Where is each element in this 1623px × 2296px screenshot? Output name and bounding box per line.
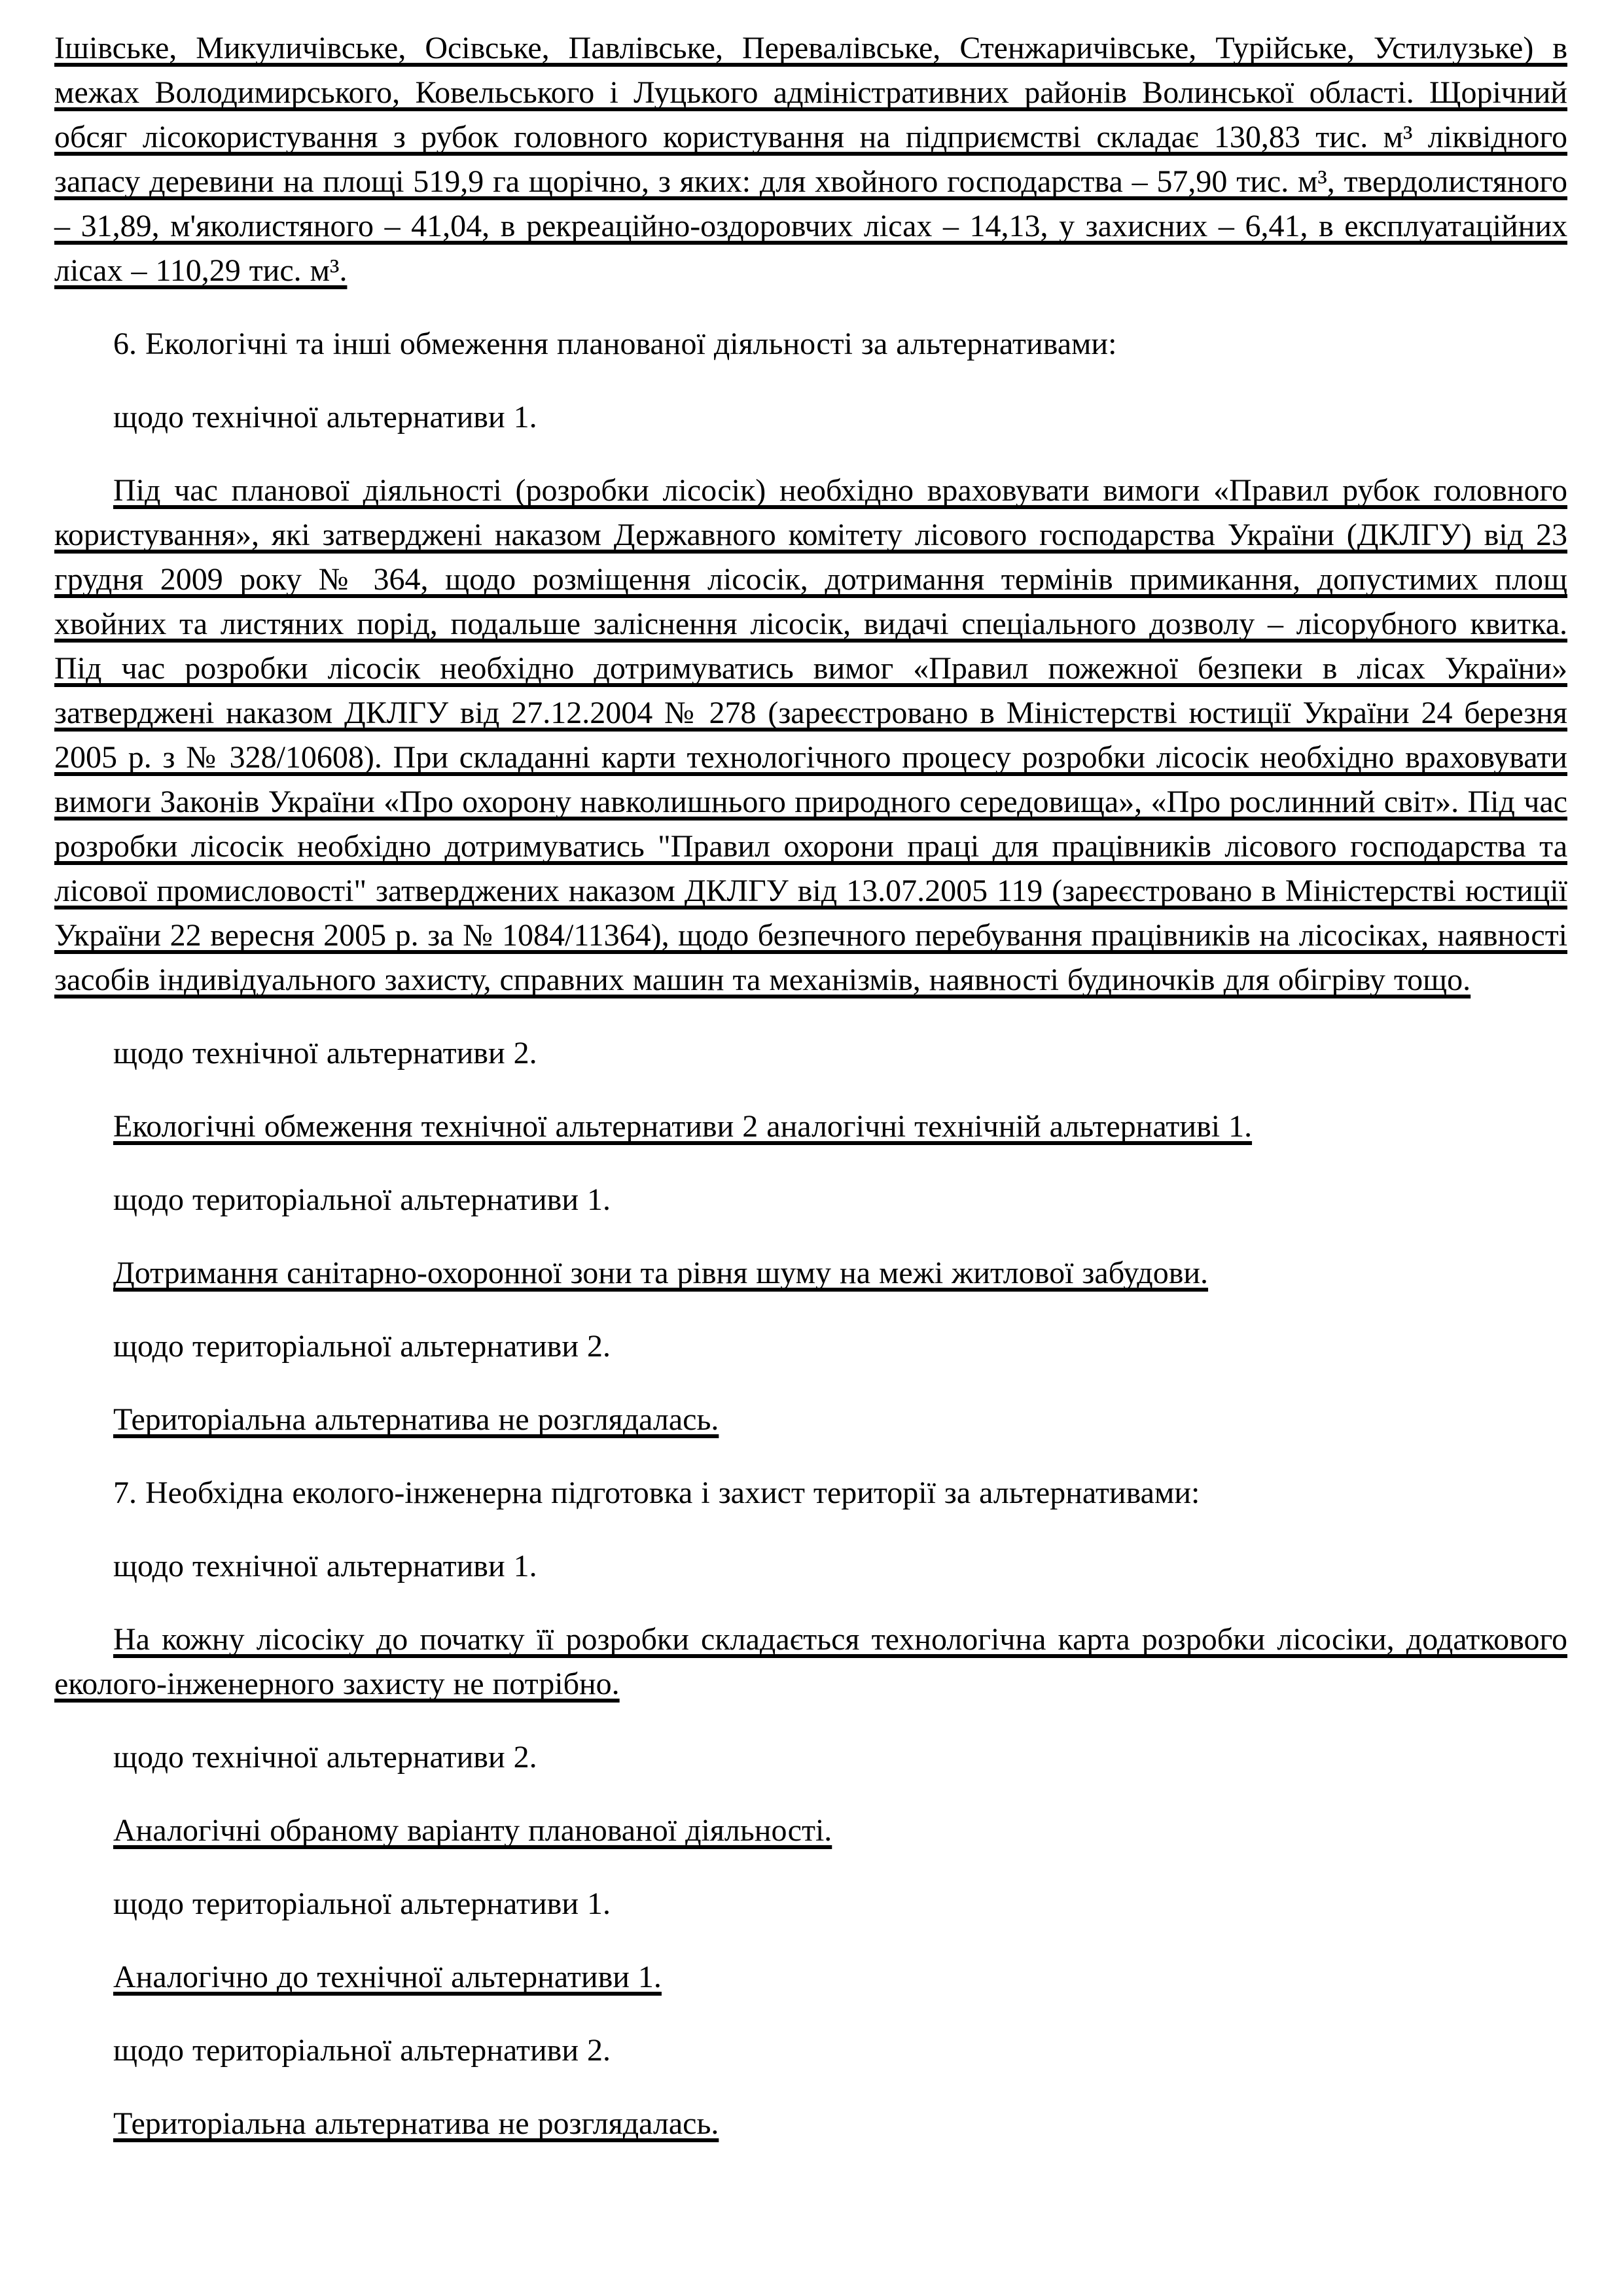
section-6-heading: 6. Екологічні та інші обмеження планованої діяльності за альтернативами: <box>113 327 1117 361</box>
paragraph-forestry-volumes: Ішівське, Микуличівське, Осівське, Павлівське, Перевалівське, Стенжаричівське, Турійське, Устилузьке) в межах Володимирського, Ковельського і Луцького адміністративних районів Волинської області. Щорічний обсяг лісокористування з рубок головного користування на підприємстві складає 130,83 тис. м³ ліквідного запасу деревини на площі 519,9 га щорічно, з яких: для хвойного господарства – 57,90 тис. м³, твердолистяного – 31,89, м'яколистяного – 41,04, в рекреаційно-оздоровчих лісах – 14,13, у захисних – 6,41, в експлуатаційних лісах – 110,29 тис. м³. <box>54 31 1567 288</box>
paragraph-ecological-restrictions: Під час планової діяльності (розробки лісосік) необхідно враховувати вимоги «Правил рубок головного користування», які затверджені наказом Державного комітету лісового господарства України (ДКЛГУ) від 23 грудня 2009 року № 364, щодо розміщення лісосік, дотримання термінів примикання, допустимих площ хвойних та листяних порід, подальше заліснення лісосік, видачі спеціального дозволу – лісорубного квитка. Під час розробки лісосік необхідно дотримуватись вимог «Правил пожежної безпеки в лісах України» затверджені наказом ДКЛГУ від 27.12.2004 № 278 (зареєстровано в Міністерстві юстиції України 24 березня 2005 р. з № 328/10608). При складанні карти технологічного процесу розробки лісосік необхідно враховувати вимоги Законів України «Про охорону навколишнього природного середовища», «Про рослинний світ». Під час розробки лісосік необхідно дотримуватись "Правил охорони праці для працівників лісового господарства та лісової промисловості" затверджених наказом ДКЛГУ від 13.07.2005 119 (зареєстровано в Міністерстві юстиції України 22 вересня 2005 р. за № 1084/11364), щодо безпечного перебування працівників на лісосіках, наявності засобів індивідуального захисту, справних машин та механізмів, наявності будиночків для обігріву тощо. <box>54 473 1567 997</box>
section-7-heading: 7. Необхідна еколого-інженерна підготовка і захист території за альтернативами: <box>113 1475 1200 1510</box>
label-territorial-alternative-2: щодо територіальної альтернативи 2. <box>113 1329 611 1364</box>
paragraph-territorial-not-considered: Територіальна альтернатива не розглядалась. <box>113 1402 719 1437</box>
label-technical-alternative-2: щодо технічної альтернативи 2. <box>113 1036 537 1070</box>
paragraph-same-as-technical-alt1: Аналогічно до технічної альтернативи 1. <box>113 1960 662 1994</box>
paragraph-same-as-chosen-variant: Аналогічні обраному варіанту планованої діяльності. <box>113 1813 832 1848</box>
label-technical-alternative-1b: щодо технічної альтернативи 1. <box>113 1549 537 1583</box>
label-territorial-alternative-1b: щодо територіальної альтернативи 1. <box>113 1886 611 1921</box>
label-technical-alternative-2b: щодо технічної альтернативи 2. <box>113 1740 537 1775</box>
paragraph-territorial-not-considered-2: Територіальна альтернатива не розглядалась. <box>113 2106 719 2141</box>
paragraph-logging-site-map: На кожну лісосіку до початку її розробки складається технологічна карта розробки лісосіки, додаткового еколого-інженерного захисту не потрібно. <box>54 1622 1567 1701</box>
label-territorial-alternative-2b: щодо територіальної альтернативи 2. <box>113 2033 611 2068</box>
paragraph-sanitary-zone: Дотримання санітарно-охоронної зони та рівня шуму на межі житлової забудови. <box>113 1256 1209 1290</box>
paragraph-alt2-same-as-alt1: Екологічні обмеження технічної альтернативи 2 аналогічні технічній альтернативі 1. <box>113 1109 1253 1144</box>
label-technical-alternative-1: щодо технічної альтернативи 1. <box>113 400 537 434</box>
label-territorial-alternative-1: щодо територіальної альтернативи 1. <box>113 1182 611 1217</box>
